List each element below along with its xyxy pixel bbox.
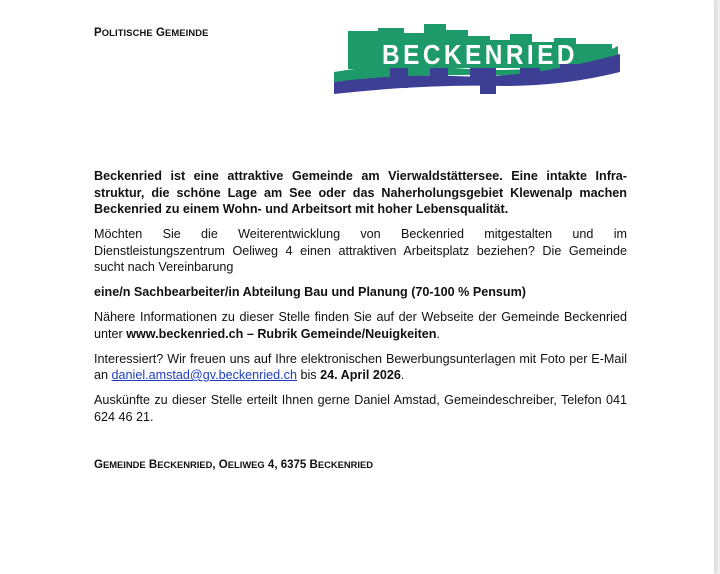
announcement-body (94, 168, 627, 434)
footer-word-gemeinde: EMEINDE (102, 459, 146, 470)
footer-word-beckenried1: ECKENRIED (157, 459, 213, 470)
beckenried-logo (334, 24, 620, 96)
apply-paragraph (94, 351, 627, 384)
org-word-1: OLITISCHE (101, 27, 153, 38)
intro-paragraph: Beckenried ist eine attraktive Gemeinde am Vierwaldstättersee. Eine intakte Infra-struktur, die schöne Lage am See oder das Naherholungsgebiet Klewenalp machen Beckenried zu einem Wohn- und Arbeitsort mit hoher Lebensqualität. (94, 169, 627, 216)
footer-address (94, 459, 373, 471)
info-end: . (436, 326, 440, 341)
info-text: Nähere Informationen zu dieser Stelle finden Sie auf der Webseite der Gemeinde Beckenried unter (94, 310, 627, 341)
footer-word-oeliweg: ELIWEG (227, 459, 265, 470)
org-initial-1: P (94, 27, 102, 39)
deadline-date: 24. April 2026 (320, 368, 401, 382)
footer-initial-g: G (94, 459, 103, 471)
org-initial-2: G (155, 27, 166, 39)
footer-initial-b1: B (148, 459, 158, 471)
footer-initial-o: , O (212, 459, 228, 471)
position-title: eine/n Sachbearbeiter/in Abteilung Bau und Planung (70-100 % Pensum) (94, 285, 526, 299)
apply-mid: bis (296, 368, 321, 382)
org-name (94, 27, 208, 39)
footer-initial-b2: B (309, 459, 318, 471)
invite-paragraph: Möchten Sie die Weiterentwicklung von Beckenried mitgestalten und im Dienstleistungszentrum Oeliweg 4 einen attraktiven Arbeitsplatz beziehen? Die Gemeinde sucht nach Vereinbarung (94, 227, 627, 274)
footer-word-beckenried2: ECKENRIED (317, 459, 374, 470)
info-paragraph (94, 309, 627, 342)
email-link[interactable]: daniel.amstad@gv.beckenried.ch (111, 368, 297, 382)
apply-text: Interessiert? Wir freuen uns auf Ihre elektronischen Bewerbungsunterlagen mit Foto per E-Mail an (94, 351, 627, 382)
apply-end: . (400, 368, 405, 382)
contact-paragraph: Auskünfte zu dieser Stelle erteilt Ihnen gerne Daniel Amstad, Gemeindeschreiber, Telefon 041 624 46 21. (94, 393, 627, 424)
footer-number: 4, 6375 (264, 459, 310, 471)
org-word-2: EMEINDE (165, 27, 209, 38)
website-reference: www.beckenried.ch – Rubrik Gemeinde/Neuigkeiten (126, 326, 437, 341)
logo-text: BECKENRIED (382, 39, 578, 70)
